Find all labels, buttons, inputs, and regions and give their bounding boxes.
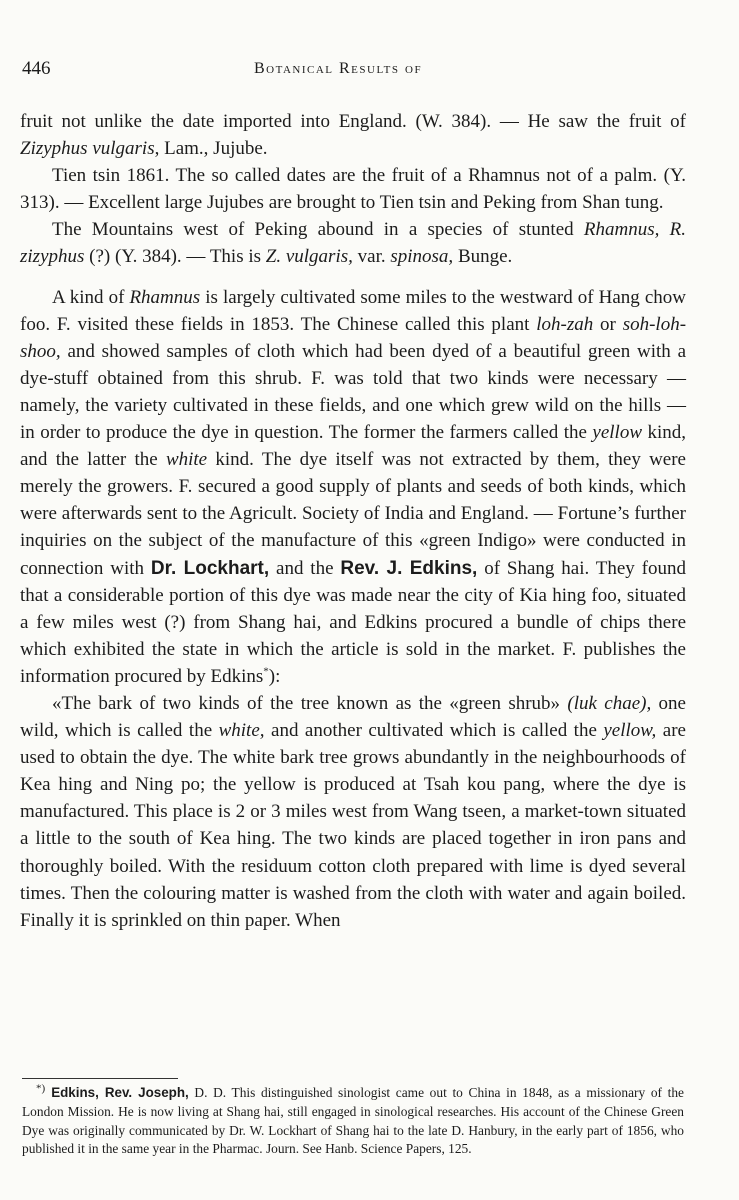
- footnote: [22, 1084, 684, 1159]
- bold-name-run: Edkins, Rev. Joseph,: [45, 1085, 189, 1100]
- text-run: D. D. This distinguished sinologist came out to China in 1848, as a missionary of the London Mission. He is now living at Shang hai, still engaged in sinological researches. His account of the Chinese Green Dye was originally communicated by Dr. W. Lockhart of Shang hai to the late D. Hanbury, in the early part of 1856, who published it in the same year in the Pharmac. Journ. See Hanb. Science Papers, 125.: [22, 1085, 684, 1157]
- italic-run: Zizyphus vulgaris: [20, 138, 155, 160]
- italic-run: Rhamnus, R. zizyphus: [20, 219, 686, 268]
- text-run: Bunge.: [453, 246, 513, 268]
- italic-run: yellow: [592, 422, 643, 444]
- text-run: , Lam., Jujube.: [154, 138, 268, 160]
- text-run: ):: [268, 665, 281, 687]
- italic-run: soh-loh-shoo,: [20, 313, 687, 362]
- page-number: 446: [22, 58, 51, 79]
- paragraph: [20, 284, 686, 690]
- text-run: one wild, which is called the: [20, 692, 686, 742]
- text-run: fruit not unlike the date imported into England. (W. 384). — He saw the fruit of: [20, 111, 686, 132]
- footnote-marker: *: [263, 665, 269, 678]
- text-run: The Mountains west of Peking abound in a species of stunted: [52, 219, 584, 241]
- italic-run: yellow,: [603, 720, 657, 742]
- text-run: and showed samples of cloth which had been dyed of a beautiful green with a dye-stuff obtained from this shrub. F. was told that two kinds were necessary — namely, the variety cultivated in these fields, and one which grew wild on the hills — in order to produce the dye in question. The former the farmers called the: [20, 340, 686, 444]
- text-run: «The bark of two kinds of the tree known as the «green shrub»: [52, 692, 568, 714]
- bold-name-run: Dr. Lockhart,: [150, 557, 270, 579]
- text-run: kind, and the latter the: [20, 422, 686, 471]
- text-run: Tien tsin 1861. The so called dates are the fruit of a Rhamnus not of a palm. (Y. 313). — Excellent large Jujubes are brought to Tien tsin and Peking from Shan tung.: [20, 165, 686, 214]
- text-run: is largely cultivated some miles to the westward of Hang chow foo. F. visited these fields in 1853. The Chinese called this plant: [20, 286, 687, 335]
- italic-run: white,: [218, 720, 265, 742]
- footnote-text: [22, 1084, 684, 1159]
- italic-run: white: [165, 449, 208, 471]
- footnote-rule: [22, 1078, 178, 1079]
- text-run: or: [593, 313, 623, 335]
- text-run: A kind of: [52, 286, 130, 308]
- text-run: kind. The dye itself was not extracted by them, they were merely the growers. F. secured a good supply of plants and seeds of both kinds, which were afterwards sent to the Agricult. Society of India and England. — Fortune’s further inquiries on the subject of the manufacture of this «green Indigo» were conducted in connection with: [20, 449, 686, 579]
- text-run: and the: [269, 557, 341, 579]
- italic-run: Rhamnus: [129, 286, 201, 308]
- paragraph: [20, 108, 686, 162]
- paragraph: [20, 216, 686, 270]
- paragraph: [20, 690, 686, 934]
- text-run: are used to obtain the dye. The white bark tree grows abundantly in the neighbourhoods of Kea hing and Ning po; the yellow is produced at Tsah kou pang, where the dye is manufactured. This place is 2 or 3 miles west from Wang tseen, a market-town situated a little to the south of Kea hing. The two kinds are placed together in iron pans and thoroughly boiled. With the residuum cotton cloth prepared with lime is dyed several times. Then the colouring matter is washed from the cloth with water and again boiled. Finally it is sprinkled on thin paper. When: [20, 720, 686, 931]
- italic-run: spinosa,: [390, 246, 454, 268]
- body-text: [20, 108, 686, 934]
- page-header: [22, 58, 702, 88]
- italic-run: Z. vulgaris,: [265, 246, 353, 268]
- italic-run: (luk chae),: [567, 692, 652, 714]
- text-run: var.: [352, 246, 391, 268]
- text-run: of Shang hai. They found that a considerable portion of this dye was made near the city of Kia hing foo, situated a few miles west (?) from Shang hai, and Edkins procured a bundle of chips there which exhibited the state in which the article is sold in the market. F. publishes the information procured by Edkins: [20, 557, 686, 687]
- bold-name-run: Rev. J. Edkins,: [340, 557, 478, 579]
- text-run: (?) (Y. 384). — This is: [84, 246, 266, 268]
- italic-run: loh-zah: [536, 313, 594, 335]
- paragraph: [20, 162, 686, 216]
- footnote-marker: *): [36, 1082, 46, 1095]
- running-head: Botanical Results of: [254, 60, 423, 77]
- text-run: and another cultivated which is called the: [264, 720, 604, 742]
